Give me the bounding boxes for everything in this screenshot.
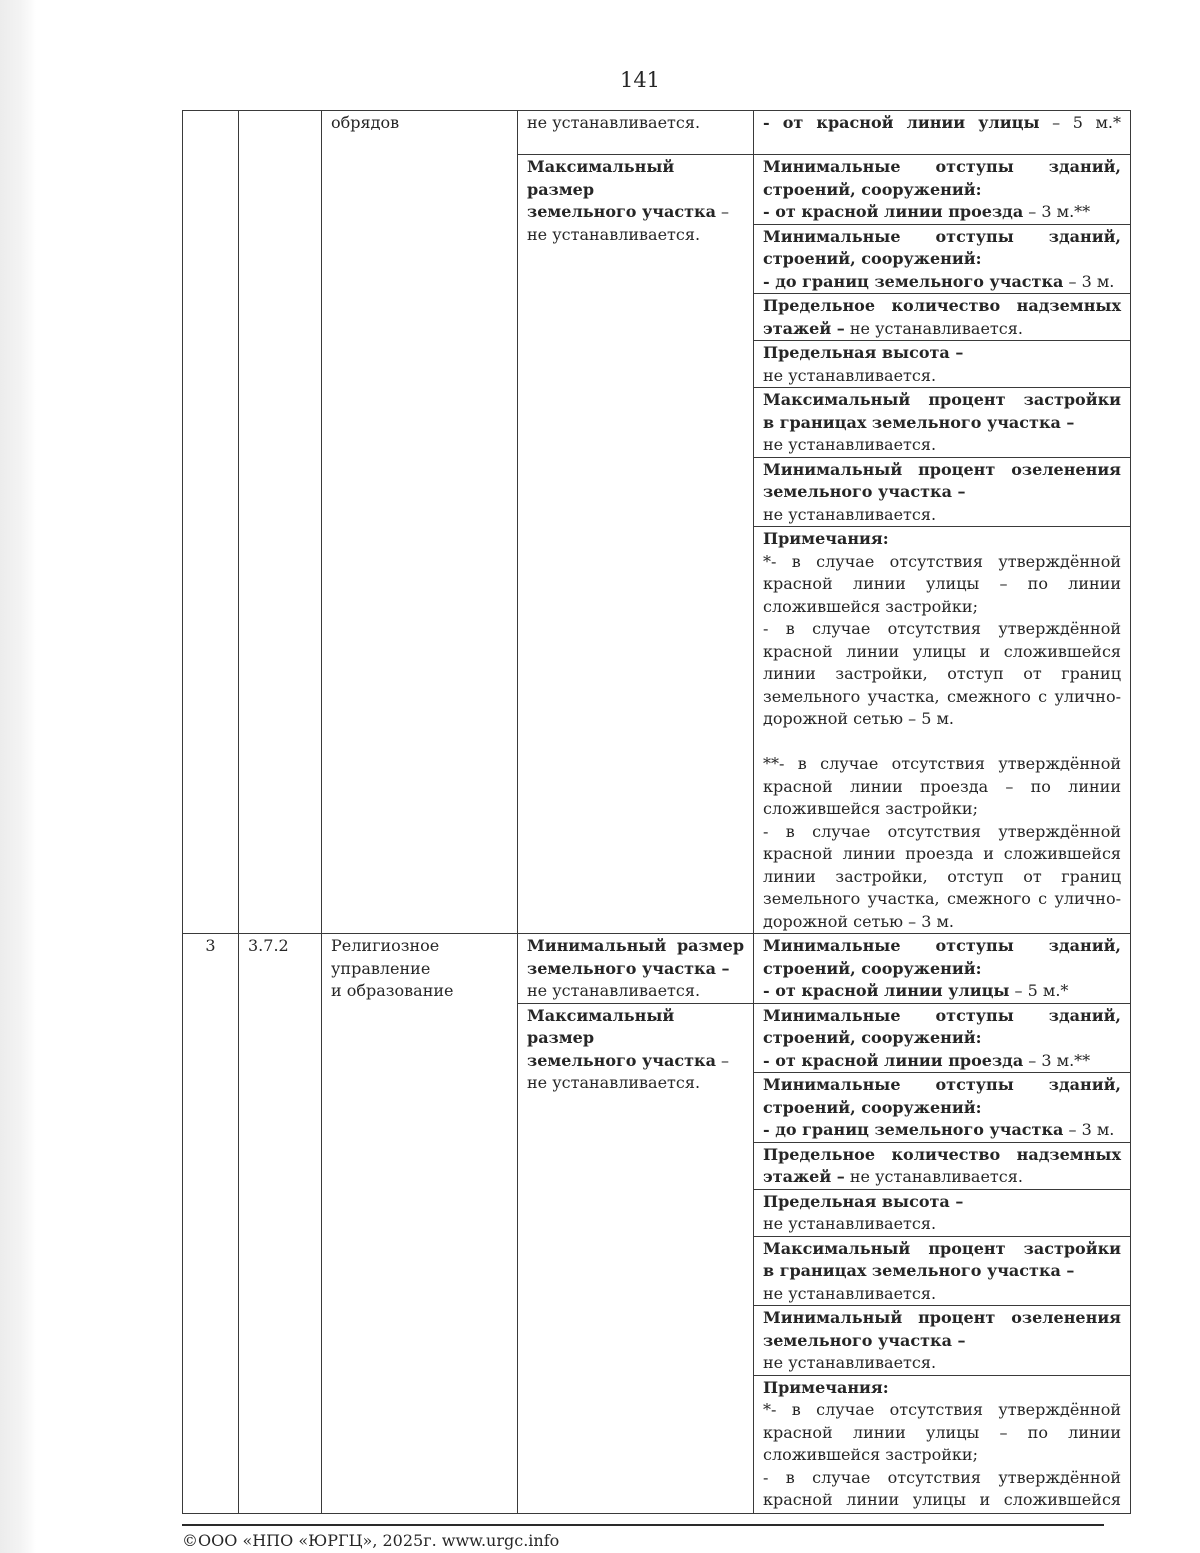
row-number-cell — [183, 111, 239, 934]
row-3-setback-border-cell: Минимальные отступы зданий, строений, сооружений: - до границ земельного участка – 3 м. — [754, 1073, 1131, 1143]
row-3-floors-cell: Предельное количество надземных этажей – не устанавливается. — [754, 1142, 1131, 1189]
footer-copyright: ©ООО «НПО «ЮРГЦ», 2025г. www.urgc.info — [182, 1531, 560, 1550]
row-3-max-size-cell: Максимальный размер земельного участка – не устанавливается. — [518, 1003, 754, 1513]
page-number: 141 — [619, 68, 661, 92]
notes-cell: Примечания: *- в случае отсутствия утверждённой красной линии улицы – по линии сложившейся застройки; - в случае отсутствия утверждённой красной линии улицы и сложившейся линии застройки, отступ от границ земельного участка, смежного с улично- дорожной сетью – 5 м. **- в случае отсутствия утверждённой красной линии проезда – по линии сложившейся застройки; - в случае отсутствия утверждённой красной линии проезда и сложившейся линии застройки, отступ от границ земельного участка, смежного с улично- дорожной сетью – 3 м. — [754, 527, 1131, 934]
row-3-setback-street-cell: Минимальные отступы зданий, строений, сооружений: - от красной линии улицы – 5 м.* — [754, 934, 1131, 1004]
row-name-cell — [322, 111, 518, 934]
row-code-cell — [239, 111, 322, 934]
setback-drive-cell: Минимальные отступы зданий, строений, сооружений: - от красной линии проезда – 3 м.** — [754, 155, 1131, 225]
regulations-table — [182, 110, 1131, 1514]
row-3-buildup-cell: Максимальный процент застройки в границах земельного участка – не устанавливается. — [754, 1236, 1131, 1306]
row-3-notes-cell: Примечания: *- в случае отсутствия утверждённой красной линии улицы – по линии сложившейся застройки; - в случае отсутствия утверждённой красной линии улицы и сложившейся — [754, 1375, 1131, 1513]
row-3-setback-drive-cell: Минимальные отступы зданий, строений, сооружений: - от красной линии проезда – 3 м.** — [754, 1003, 1131, 1073]
row-3-number: 3 — [183, 934, 239, 1514]
footer-rule — [182, 1524, 1104, 1526]
row-3-height-cell: Предельная высота – не устанавливается. — [754, 1189, 1131, 1236]
scan-edge-shadow — [0, 0, 36, 1553]
setback-street-cell: - от красной линии улицы – 5 м.* — [754, 111, 1131, 155]
row-name: обрядов — [331, 113, 400, 132]
floors-cell: Предельное количество надземных этажей – не устанавливается. — [754, 294, 1131, 341]
max-size-cell: Максимальный размер земельного участка – не устанавливается. — [518, 155, 754, 934]
row-3-name: Религиозное управление и образование — [322, 934, 518, 1514]
setback-border-cell: Минимальные отступы зданий, строений, сооружений: - до границ земельного участка – 3 м. — [754, 224, 1131, 294]
row-3-min-size-cell: Минимальный размер земельного участка – не устанавливается. — [518, 934, 754, 1004]
height-cell: Предельная высота – не устанавливается. — [754, 341, 1131, 388]
green-cell: Минимальный процент озеленения земельного участка – не устанавливается. — [754, 457, 1131, 527]
min-size-cell: не устанавливается. — [518, 111, 754, 155]
buildup-cell: Максимальный процент застройки в границах земельного участка – не устанавливается. — [754, 388, 1131, 458]
row-3-green-cell: Минимальный процент озеленения земельного участка – не устанавливается. — [754, 1306, 1131, 1376]
row-3-code: 3.7.2 — [239, 934, 322, 1514]
